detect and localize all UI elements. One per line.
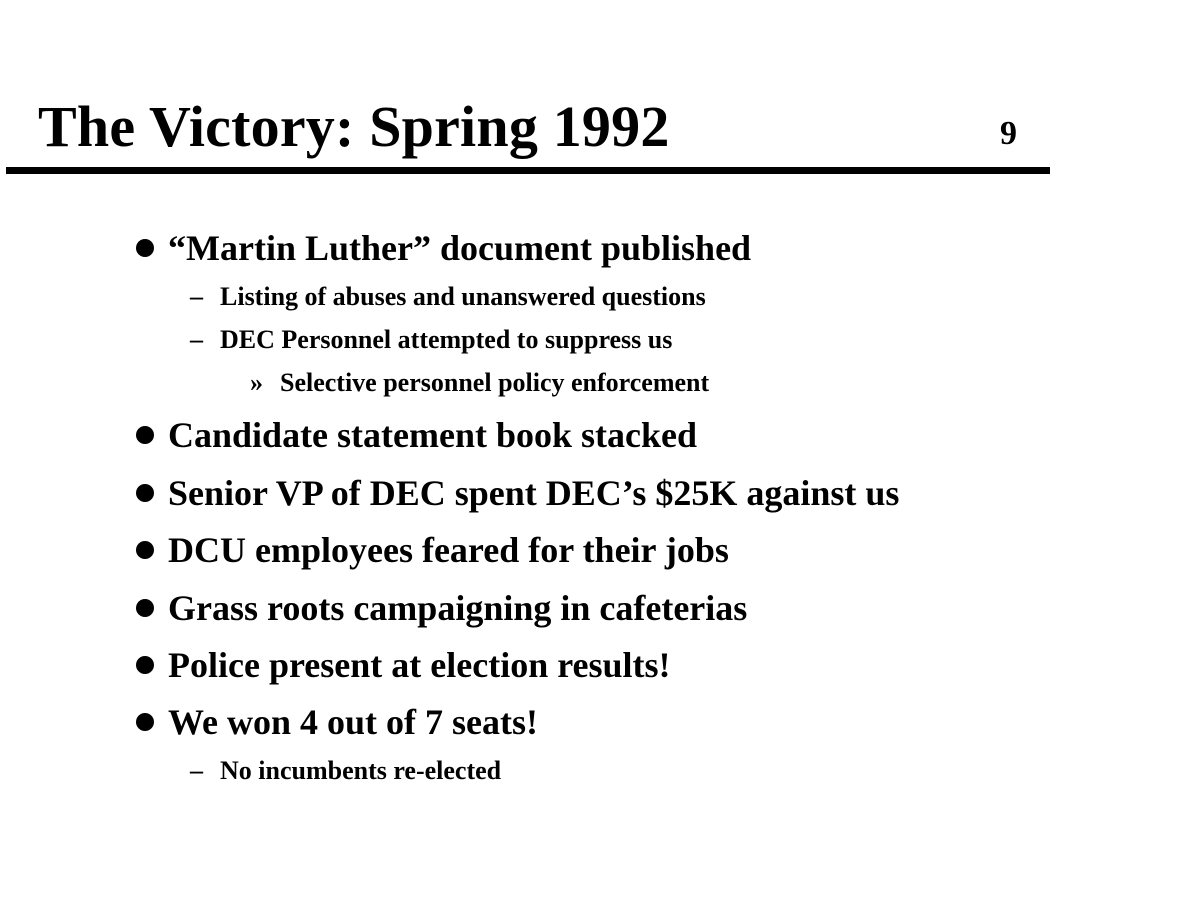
title-divider: [6, 167, 1050, 174]
bullet-dot-icon: [136, 713, 154, 731]
slide-title: The Victory: Spring 1992: [38, 94, 670, 159]
sub-item-text: No incumbents re-elected: [220, 756, 502, 785]
guillemet-icon: »: [250, 368, 263, 397]
bullet-text: DCU employees feared for their jobs: [168, 530, 729, 570]
dash-icon: –: [190, 325, 203, 354]
sub-item-text: Listing of abuses and unanswered questions: [220, 282, 706, 311]
dash-icon: –: [190, 282, 203, 311]
bullet-text: Senior VP of DEC spent DEC’s $25K against us: [168, 473, 900, 513]
sub-item-text: DEC Personnel attempted to suppress us: [220, 325, 673, 354]
sub-sub-item-text: Selective personnel policy enforcement: [280, 368, 710, 397]
dash-icon: –: [190, 756, 203, 785]
bullet-dot-icon: [136, 656, 154, 674]
page-number: 9: [1000, 115, 1017, 152]
bullet-text: We won 4 out of 7 seats!: [168, 702, 538, 742]
bullet-dot-icon: [136, 426, 154, 444]
bullet-text: “Martin Luther” document published: [168, 228, 752, 268]
bullet-dot-icon: [136, 484, 154, 502]
bullet-text: Candidate statement book stacked: [168, 415, 698, 455]
bullet-dot-icon: [136, 599, 154, 617]
bullet-dot-icon: [136, 239, 154, 257]
bullet-text: Police present at election results!: [168, 645, 671, 685]
bullet-text: Grass roots campaigning in cafeterias: [168, 588, 748, 628]
bullet-dot-icon: [136, 541, 154, 559]
